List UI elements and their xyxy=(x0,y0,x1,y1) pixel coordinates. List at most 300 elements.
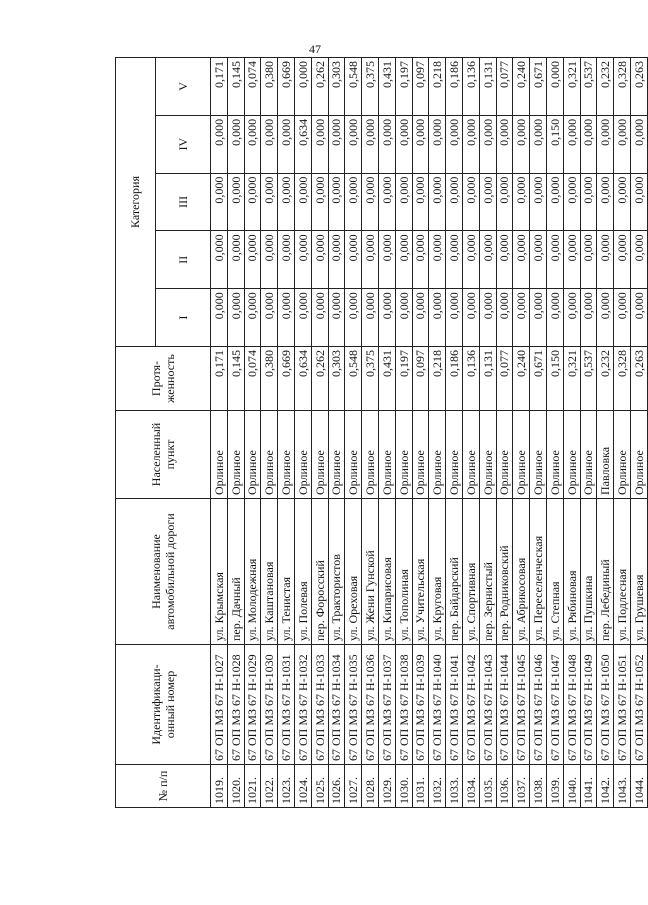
cat-4-value: 0,000 xyxy=(345,115,362,173)
settlement: Орлиное xyxy=(328,411,345,499)
cat-1-value: 0,000 xyxy=(597,289,614,347)
cat-4-value: 0,000 xyxy=(462,115,479,173)
road-id: 67 ОП МЗ 67 Н-1030 xyxy=(261,645,278,765)
cat-1-value: 0,000 xyxy=(429,289,446,347)
header-length: Протя-женность xyxy=(116,347,211,411)
row-number: 1024. xyxy=(294,765,311,808)
row-number: 1033. xyxy=(446,765,463,808)
road-length: 0,669 xyxy=(278,347,295,411)
road-id: 67 ОП МЗ 67 Н-1043 xyxy=(479,645,496,765)
settlement: Орлиное xyxy=(513,411,530,499)
cat-2-value: 0,000 xyxy=(395,231,412,289)
road-id: 67 ОП МЗ 67 Н-1034 xyxy=(328,645,345,765)
road-id: 67 ОП МЗ 67 Н-1047 xyxy=(546,645,563,765)
cat-4-value: 0,000 xyxy=(227,115,244,173)
road-name: ул. Учительская xyxy=(412,499,429,645)
cat-4-value: 0,000 xyxy=(261,115,278,173)
cat-5-value: 0,240 xyxy=(513,58,530,116)
cat-5-value: 0,321 xyxy=(563,58,580,116)
table-row xyxy=(244,58,261,808)
road-name: ул. Трактористов xyxy=(328,499,345,645)
road-id: 67 ОП МЗ 67 Н-1039 xyxy=(412,645,429,765)
cat-3-value: 0,000 xyxy=(496,173,513,231)
road-length: 0,634 xyxy=(294,347,311,411)
table-row xyxy=(395,58,412,808)
cat-3-value: 0,000 xyxy=(278,173,295,231)
table-row xyxy=(546,58,563,808)
header-place: Населенный пункт xyxy=(116,411,211,499)
road-id: 67 ОП МЗ 67 Н-1036 xyxy=(362,645,379,765)
road-id: 67 ОП МЗ 67 Н-1031 xyxy=(278,645,295,765)
row-number: 1031. xyxy=(412,765,429,808)
cat-3-value: 0,000 xyxy=(412,173,429,231)
road-id: 67 ОП МЗ 67 Н-1037 xyxy=(378,645,395,765)
table-row xyxy=(328,58,345,808)
header-category: Категория xyxy=(116,58,156,347)
settlement: Орлиное xyxy=(294,411,311,499)
row-number: 1044. xyxy=(630,765,647,808)
table-row xyxy=(278,58,295,808)
road-name: пер. Лебединый xyxy=(597,499,614,645)
cat-4-value: 0,000 xyxy=(580,115,597,173)
table-row xyxy=(630,58,647,808)
cat-4-value: 0,000 xyxy=(630,115,647,173)
cat-2-value: 0,000 xyxy=(294,231,311,289)
cat-5-value: 0,097 xyxy=(412,58,429,116)
cat-5-value: 0,145 xyxy=(227,58,244,116)
road-length: 0,218 xyxy=(429,347,446,411)
road-name: ул. Тополиная xyxy=(395,499,412,645)
header-cat-1: I xyxy=(156,289,211,347)
cat-2-value: 0,000 xyxy=(311,231,328,289)
cat-3-value: 0,000 xyxy=(294,173,311,231)
cat-2-value: 0,000 xyxy=(597,231,614,289)
row-number: 1021. xyxy=(244,765,261,808)
row-number: 1029. xyxy=(378,765,395,808)
row-number: 1027. xyxy=(345,765,362,808)
cat-3-value: 0,000 xyxy=(429,173,446,231)
cat-2-value: 0,000 xyxy=(580,231,597,289)
header-cat-5: V xyxy=(156,58,211,116)
cat-5-value: 0,197 xyxy=(395,58,412,116)
table-row xyxy=(563,58,580,808)
table-body xyxy=(211,58,648,808)
road-length: 0,380 xyxy=(261,347,278,411)
cat-4-value: 0,000 xyxy=(244,115,261,173)
row-number: 1023. xyxy=(278,765,295,808)
road-id: 67 ОП МЗ 67 Н-1044 xyxy=(496,645,513,765)
settlement: Орлиное xyxy=(261,411,278,499)
table-row xyxy=(345,58,362,808)
road-id: 67 ОП МЗ 67 Н-1032 xyxy=(294,645,311,765)
road-length: 0,131 xyxy=(479,347,496,411)
cat-5-value: 0,218 xyxy=(429,58,446,116)
page-number: 47 xyxy=(309,42,321,56)
cat-5-value: 0,669 xyxy=(278,58,295,116)
road-name: ул. Молодежная xyxy=(244,499,261,645)
cat-3-value: 0,000 xyxy=(563,173,580,231)
road-id: 67 ОП МЗ 67 Н-1049 xyxy=(580,645,597,765)
cat-4-value: 0,000 xyxy=(278,115,295,173)
settlement: Орлиное xyxy=(446,411,463,499)
road-id: 67 ОП МЗ 67 Н-1052 xyxy=(630,645,647,765)
cat-2-value: 0,000 xyxy=(546,231,563,289)
table-header xyxy=(116,58,211,808)
road-name: пер. Родниковский xyxy=(496,499,513,645)
road-length: 0,232 xyxy=(597,347,614,411)
table-row xyxy=(412,58,429,808)
road-length: 0,375 xyxy=(362,347,379,411)
cat-3-value: 0,000 xyxy=(244,173,261,231)
cat-1-value: 0,000 xyxy=(530,289,547,347)
cat-3-value: 0,000 xyxy=(311,173,328,231)
cat-5-value: 0,380 xyxy=(261,58,278,116)
road-name: пер. Байдарский xyxy=(446,499,463,645)
road-name: пер. Форосский xyxy=(311,499,328,645)
cat-2-value: 0,000 xyxy=(614,231,631,289)
row-number: 1026. xyxy=(328,765,345,808)
road-name: ул. Полевая xyxy=(294,499,311,645)
road-name: ул. Абрикосовая xyxy=(513,499,530,645)
row-number: 1020. xyxy=(227,765,244,808)
cat-5-value: 0,136 xyxy=(462,58,479,116)
road-length: 0,240 xyxy=(513,347,530,411)
road-name: ул. Кипарисовая xyxy=(378,499,395,645)
cat-4-value: 0,000 xyxy=(614,115,631,173)
row-number: 1025. xyxy=(311,765,328,808)
road-length: 0,186 xyxy=(446,347,463,411)
road-id: 67 ОП МЗ 67 Н-1029 xyxy=(244,645,261,765)
cat-3-value: 0,000 xyxy=(530,173,547,231)
road-name: ул. Жени Гунской xyxy=(362,499,379,645)
table-row xyxy=(378,58,395,808)
settlement: Орлиное xyxy=(211,411,228,499)
cat-1-value: 0,000 xyxy=(513,289,530,347)
settlement: Орлиное xyxy=(395,411,412,499)
road-name: ул. Круговая xyxy=(429,499,446,645)
road-length: 0,077 xyxy=(496,347,513,411)
cat-3-value: 0,000 xyxy=(580,173,597,231)
road-name: ул. Спортивная xyxy=(462,499,479,645)
cat-5-value: 0,000 xyxy=(294,58,311,116)
cat-3-value: 0,000 xyxy=(261,173,278,231)
row-number: 1040. xyxy=(563,765,580,808)
rotated-table-container xyxy=(115,58,646,808)
row-number: 1039. xyxy=(546,765,563,808)
cat-4-value: 0,000 xyxy=(378,115,395,173)
cat-1-value: 0,000 xyxy=(278,289,295,347)
cat-1-value: 0,000 xyxy=(446,289,463,347)
cat-3-value: 0,000 xyxy=(462,173,479,231)
settlement: Орлиное xyxy=(244,411,261,499)
table-row xyxy=(462,58,479,808)
cat-5-value: 0,375 xyxy=(362,58,379,116)
cat-3-value: 0,000 xyxy=(362,173,379,231)
cat-3-value: 0,000 xyxy=(378,173,395,231)
row-number: 1041. xyxy=(580,765,597,808)
cat-1-value: 0,000 xyxy=(462,289,479,347)
road-name: ул. Подлесная xyxy=(614,499,631,645)
row-number: 1028. xyxy=(362,765,379,808)
road-id: 67 ОП МЗ 67 Н-1046 xyxy=(530,645,547,765)
settlement: Орлиное xyxy=(362,411,379,499)
table-row xyxy=(530,58,547,808)
table-row xyxy=(294,58,311,808)
cat-2-value: 0,000 xyxy=(211,231,228,289)
cat-5-value: 0,077 xyxy=(496,58,513,116)
road-length: 0,171 xyxy=(211,347,228,411)
road-length: 0,136 xyxy=(462,347,479,411)
cat-5-value: 0,263 xyxy=(630,58,647,116)
settlement: Орлиное xyxy=(345,411,362,499)
cat-4-value: 0,000 xyxy=(211,115,228,173)
cat-4-value: 0,000 xyxy=(395,115,412,173)
settlement: Орлиное xyxy=(530,411,547,499)
cat-3-value: 0,000 xyxy=(597,173,614,231)
row-number: 1037. xyxy=(513,765,530,808)
row-number: 1042. xyxy=(597,765,614,808)
cat-1-value: 0,000 xyxy=(546,289,563,347)
cat-5-value: 0,548 xyxy=(345,58,362,116)
cat-1-value: 0,000 xyxy=(496,289,513,347)
road-name: пер. Дачный xyxy=(227,499,244,645)
cat-4-value: 0,000 xyxy=(412,115,429,173)
cat-2-value: 0,000 xyxy=(278,231,295,289)
cat-2-value: 0,000 xyxy=(244,231,261,289)
table-row xyxy=(362,58,379,808)
cat-3-value: 0,000 xyxy=(328,173,345,231)
cat-4-value: 0,000 xyxy=(311,115,328,173)
settlement: Орлиное xyxy=(580,411,597,499)
cat-4-value: 0,000 xyxy=(513,115,530,173)
row-number: 1019. xyxy=(211,765,228,808)
cat-2-value: 0,000 xyxy=(446,231,463,289)
row-number: 1036. xyxy=(496,765,513,808)
road-name: ул. Каштановая xyxy=(261,499,278,645)
cat-1-value: 0,000 xyxy=(244,289,261,347)
cat-5-value: 0,262 xyxy=(311,58,328,116)
road-name: ул. Пушкина xyxy=(580,499,597,645)
cat-3-value: 0,000 xyxy=(546,173,563,231)
table-row xyxy=(429,58,446,808)
table-row xyxy=(614,58,631,808)
road-name: ул. Ореховая xyxy=(345,499,362,645)
header-cat-2: II xyxy=(156,231,211,289)
road-id: 67 ОП МЗ 67 Н-1038 xyxy=(395,645,412,765)
road-length: 0,262 xyxy=(311,347,328,411)
cat-3-value: 0,000 xyxy=(395,173,412,231)
settlement: Орлиное xyxy=(311,411,328,499)
cat-4-value: 0,000 xyxy=(429,115,446,173)
road-id: 67 ОП МЗ 67 Н-1042 xyxy=(462,645,479,765)
cat-5-value: 0,671 xyxy=(530,58,547,116)
cat-1-value: 0,000 xyxy=(563,289,580,347)
roads-table xyxy=(115,57,648,808)
cat-1-value: 0,000 xyxy=(328,289,345,347)
cat-1-value: 0,000 xyxy=(580,289,597,347)
cat-4-value: 0,150 xyxy=(546,115,563,173)
table-row xyxy=(597,58,614,808)
settlement: Орлиное xyxy=(496,411,513,499)
cat-4-value: 0,000 xyxy=(496,115,513,173)
cat-2-value: 0,000 xyxy=(412,231,429,289)
cat-5-value: 0,074 xyxy=(244,58,261,116)
cat-1-value: 0,000 xyxy=(345,289,362,347)
cat-1-value: 0,000 xyxy=(261,289,278,347)
settlement: Орлиное xyxy=(462,411,479,499)
cat-5-value: 0,303 xyxy=(328,58,345,116)
table-row xyxy=(227,58,244,808)
cat-5-value: 0,186 xyxy=(446,58,463,116)
road-length: 0,074 xyxy=(244,347,261,411)
cat-2-value: 0,000 xyxy=(479,231,496,289)
road-id: 67 ОП МЗ 67 Н-1051 xyxy=(614,645,631,765)
road-id: 67 ОП МЗ 67 Н-1050 xyxy=(597,645,614,765)
cat-2-value: 0,000 xyxy=(530,231,547,289)
road-id: 67 ОП МЗ 67 Н-1035 xyxy=(345,645,362,765)
road-id: 67 ОП МЗ 67 Н-1028 xyxy=(227,645,244,765)
road-name: ул. Степная xyxy=(546,499,563,645)
row-number: 1034. xyxy=(462,765,479,808)
cat-1-value: 0,000 xyxy=(378,289,395,347)
table-row xyxy=(479,58,496,808)
road-length: 0,328 xyxy=(614,347,631,411)
road-name: ул. Тенистая xyxy=(278,499,295,645)
settlement: Орлиное xyxy=(614,411,631,499)
cat-2-value: 0,000 xyxy=(362,231,379,289)
settlement: Орлиное xyxy=(378,411,395,499)
cat-2-value: 0,000 xyxy=(345,231,362,289)
settlement: Павловка xyxy=(597,411,614,499)
row-number: 1022. xyxy=(261,765,278,808)
settlement: Орлиное xyxy=(630,411,647,499)
table-row xyxy=(311,58,328,808)
settlement: Орлиное xyxy=(227,411,244,499)
cat-5-value: 0,131 xyxy=(479,58,496,116)
header-cat-3: III xyxy=(156,173,211,231)
cat-4-value: 0,634 xyxy=(294,115,311,173)
cat-5-value: 0,000 xyxy=(546,58,563,116)
settlement: Орлиное xyxy=(563,411,580,499)
cat-5-value: 0,537 xyxy=(580,58,597,116)
settlement: Орлиное xyxy=(429,411,446,499)
row-number: 1035. xyxy=(479,765,496,808)
road-name: ул. Крымская xyxy=(211,499,228,645)
road-length: 0,431 xyxy=(378,347,395,411)
table-row xyxy=(211,58,228,808)
row-number: 1043. xyxy=(614,765,631,808)
settlement: Орлиное xyxy=(479,411,496,499)
cat-2-value: 0,000 xyxy=(429,231,446,289)
road-name: ул. Переселенческая xyxy=(530,499,547,645)
road-name: пер. Зернистый xyxy=(479,499,496,645)
cat-2-value: 0,000 xyxy=(227,231,244,289)
road-length: 0,321 xyxy=(563,347,580,411)
cat-2-value: 0,000 xyxy=(261,231,278,289)
road-length: 0,303 xyxy=(328,347,345,411)
header-num: № п/п xyxy=(116,765,211,808)
table-row xyxy=(261,58,278,808)
cat-3-value: 0,000 xyxy=(211,173,228,231)
road-id: 67 ОП МЗ 67 Н-1045 xyxy=(513,645,530,765)
road-length: 0,537 xyxy=(580,347,597,411)
road-id: 67 ОП МЗ 67 Н-1041 xyxy=(446,645,463,765)
road-id: 67 ОП МЗ 67 Н-1027 xyxy=(211,645,228,765)
cat-2-value: 0,000 xyxy=(496,231,513,289)
road-length: 0,145 xyxy=(227,347,244,411)
cat-5-value: 0,232 xyxy=(597,58,614,116)
cat-2-value: 0,000 xyxy=(513,231,530,289)
road-length: 0,263 xyxy=(630,347,647,411)
row-number: 1030. xyxy=(395,765,412,808)
cat-1-value: 0,000 xyxy=(227,289,244,347)
cat-1-value: 0,000 xyxy=(630,289,647,347)
cat-3-value: 0,000 xyxy=(479,173,496,231)
road-length: 0,671 xyxy=(530,347,547,411)
road-id: 67 ОП МЗ 67 Н-1048 xyxy=(563,645,580,765)
cat-3-value: 0,000 xyxy=(446,173,463,231)
table-row xyxy=(513,58,530,808)
table-row xyxy=(580,58,597,808)
cat-5-value: 0,328 xyxy=(614,58,631,116)
road-name: ул. Грушевая xyxy=(630,499,647,645)
row-number: 1038. xyxy=(530,765,547,808)
road-length: 0,097 xyxy=(412,347,429,411)
cat-3-value: 0,000 xyxy=(513,173,530,231)
cat-3-value: 0,000 xyxy=(614,173,631,231)
cat-2-value: 0,000 xyxy=(630,231,647,289)
road-id: 67 ОП МЗ 67 Н-1040 xyxy=(429,645,446,765)
settlement: Орлиное xyxy=(546,411,563,499)
cat-4-value: 0,000 xyxy=(328,115,345,173)
cat-4-value: 0,000 xyxy=(563,115,580,173)
cat-1-value: 0,000 xyxy=(395,289,412,347)
road-length: 0,548 xyxy=(345,347,362,411)
table-row xyxy=(446,58,463,808)
header-name: Наименование автомобильной дороги xyxy=(116,499,211,645)
cat-5-value: 0,171 xyxy=(211,58,228,116)
cat-1-value: 0,000 xyxy=(614,289,631,347)
road-id: 67 ОП МЗ 67 Н-1033 xyxy=(311,645,328,765)
cat-2-value: 0,000 xyxy=(378,231,395,289)
cat-1-value: 0,000 xyxy=(362,289,379,347)
cat-4-value: 0,000 xyxy=(362,115,379,173)
settlement: Орлиное xyxy=(278,411,295,499)
cat-2-value: 0,000 xyxy=(563,231,580,289)
cat-2-value: 0,000 xyxy=(462,231,479,289)
cat-4-value: 0,000 xyxy=(530,115,547,173)
road-name: ул. Рябиновая xyxy=(563,499,580,645)
cat-1-value: 0,000 xyxy=(311,289,328,347)
cat-3-value: 0,000 xyxy=(345,173,362,231)
cat-4-value: 0,000 xyxy=(597,115,614,173)
road-length: 0,197 xyxy=(395,347,412,411)
cat-1-value: 0,000 xyxy=(479,289,496,347)
cat-2-value: 0,000 xyxy=(328,231,345,289)
cat-1-value: 0,000 xyxy=(294,289,311,347)
road-length: 0,150 xyxy=(546,347,563,411)
cat-4-value: 0,000 xyxy=(446,115,463,173)
table-row xyxy=(496,58,513,808)
cat-5-value: 0,431 xyxy=(378,58,395,116)
header-id: Идентификаци-онный номер xyxy=(116,645,211,765)
cat-1-value: 0,000 xyxy=(412,289,429,347)
cat-3-value: 0,000 xyxy=(630,173,647,231)
settlement: Орлиное xyxy=(412,411,429,499)
cat-1-value: 0,000 xyxy=(211,289,228,347)
row-number: 1032. xyxy=(429,765,446,808)
cat-3-value: 0,000 xyxy=(227,173,244,231)
